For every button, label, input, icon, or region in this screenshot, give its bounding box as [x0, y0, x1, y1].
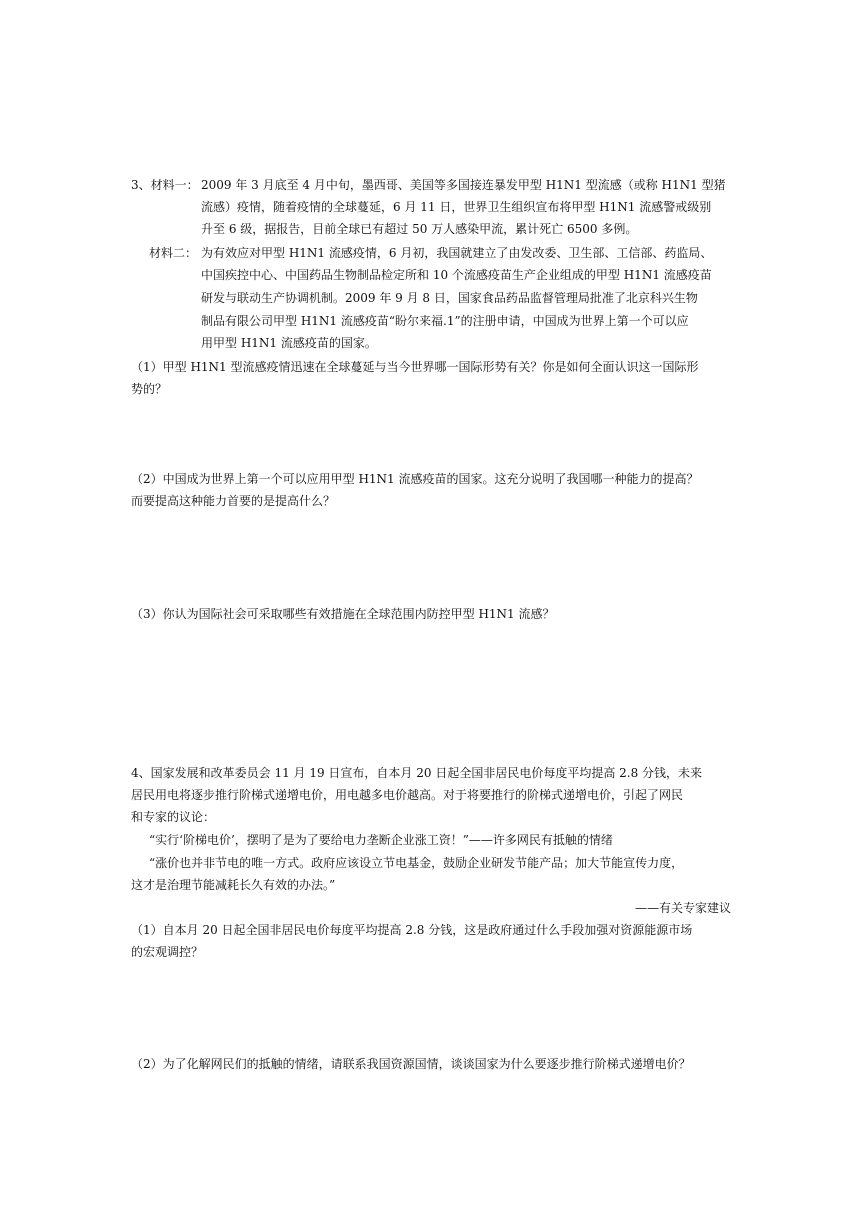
q3-material2-line1: 为有效应对甲型 H1N1 流感疫情，6 月初，我国就建立了由发改委、卫生部、工信部、药监局、	[201, 246, 713, 260]
q3-material2-label: 材料二：	[149, 246, 198, 260]
q4-line1: 4、国家发展和改革委员会 11 月 19 日宣布，自本月 20 日起全国非居民电价每度平均提高 2.8 分钱，未来	[131, 766, 703, 780]
q4-sub1-line2: 的宏观调控？	[131, 945, 204, 959]
q3-sub1-line1: （1）甲型 H1N1 型流感疫情迅速在全球蔓延与当今世界哪一国际形势有关？你是如何全面认识这一国际形	[131, 360, 699, 374]
q3-material2-line3: 研发与联动生产协调机制。2009 年 9 月 8 日，国家食品药品监督管理局批准了北京科兴生物	[201, 291, 698, 305]
q4-source: ——有关专家建议	[634, 901, 731, 915]
q3-material1-line3: 升至 6 级，据报告，目前全球已有超过 50 万人感染甲流，累计死亡 6500 多例。	[201, 222, 638, 236]
q4-quote2-line1: “涨价也并非节电的唯一方式。政府应该设立节电基金，鼓励企业研发节能产品；加大节能宣传力度，	[149, 856, 684, 870]
q3-material2-line4: 制品有限公司甲型 H1N1 流感疫苗“盼尔来福.1”的注册申请，中国成为世界上第一个可以应	[201, 314, 689, 328]
q4-sub2-line1: （2）为了化解网民们的抵触的情绪，请联系我国资源国情，谈谈国家为什么要逐步推行阶梯式递增电价？	[131, 1057, 691, 1071]
q4-quote2-line2: 这才是治理节能减耗长久有效的办法。”	[131, 878, 336, 892]
q3-lead: 3、材料一：	[131, 178, 199, 192]
q4-sub1-line1: （1）自本月 20 日起全国非居民电价每度平均提高 2.8 分钱，这是政府通过什么手段加强对资源能源市场	[131, 923, 693, 937]
q3-sub2-line1: （2）中国成为世界上第一个可以应用甲型 H1N1 流感疫苗的国家。这充分说明了我国哪一种能力的提高？	[131, 472, 699, 486]
q3-sub1-line2: 势的？	[131, 382, 168, 396]
q3-sub2-line2: 而要提高这种能力首要的是提高什么？	[131, 494, 336, 508]
q3-material1-line1: 2009 年 3 月底至 4 月中旬，墨西哥、美国等多国接连暴发甲型 H1N1 型流感（或称 H1N1 型猪	[201, 178, 726, 192]
q3-material1-line2: 流感）疫情，随着疫情的全球蔓延，6 月 11 日，世界卫生组织宣布将甲型 H1N1 流感警戒级别	[201, 200, 712, 214]
q4-line2: 居民用电将逐步推行阶梯式递增电价，用电越多电价越高。对于将要推行的阶梯式递增电价，引起了网民	[131, 788, 684, 802]
q4-line3: 和专家的议论：	[131, 810, 216, 824]
q3-sub3-line1: （3）你认为国际社会可采取哪些有效措施在全球范围内防控甲型 H1N1 流感？	[131, 607, 555, 621]
q3-material2-line2: 中国疾控中心、中国药品生物制品检定所和 10 个流感疫苗生产企业组成的甲型 H1N1 流感疫苗	[201, 268, 712, 282]
q4-quote1: “实行‘阶梯电价’，摆明了是为了要给电力垄断企业涨工资！”——许多网民有抵触的情绪	[149, 833, 613, 847]
q3-material2-line5: 用甲型 H1N1 流感疫苗的国家。	[201, 336, 377, 350]
